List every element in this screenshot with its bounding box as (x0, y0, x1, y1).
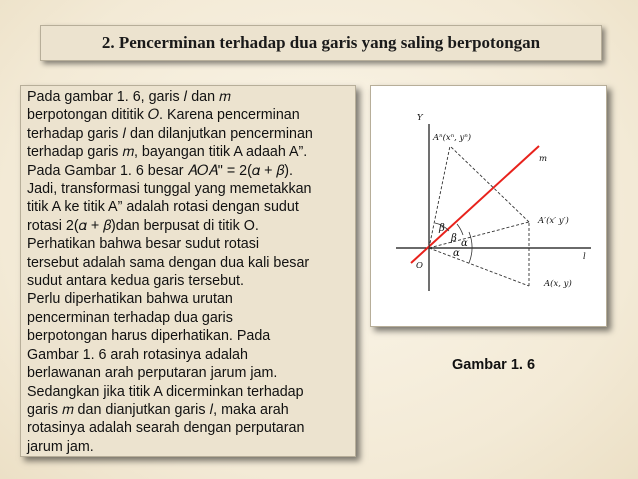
body-line: Perlu diperhatikan bahwa urutan (27, 291, 233, 308)
text-box (20, 85, 356, 457)
body-line: tersebut adalah sama dengan dua kali besar (27, 254, 310, 271)
label-a-prime: 𝐴′(𝑥′ 𝑦′) (538, 216, 569, 226)
label-a-double: 𝐴ⁿ(𝑥ⁿ, 𝑦ⁿ) (433, 133, 472, 143)
label-y: 𝑌 (417, 113, 423, 123)
body-line: berpotongan harus diperhatikan. Pada (27, 328, 271, 345)
body-line: berlawanan arah perputaran jarum jam. (27, 365, 278, 382)
body-line: Sedangkan jika titik A dicerminkan terhadap (27, 383, 304, 400)
title-bar (40, 25, 602, 61)
label-beta-2: β (451, 233, 457, 244)
body-line: Pada Gambar 1. 6 besar 𝐴𝑂𝐴" = 2(𝛼 + 𝛽). (27, 162, 293, 179)
body-line: berpotongan dititik 𝑂. Karena pencerminan (27, 107, 300, 124)
body-line: Gambar 1. 6 arah rotasinya adalah (27, 346, 248, 363)
body-line: rotasinya adalah searah dengan perputaran (27, 420, 305, 437)
body-line: terhadap garis 𝑙 dan dilanjutkan pencerminan (27, 125, 313, 142)
label-a: 𝐴(𝑥, 𝑦) (544, 279, 572, 289)
figure-box (370, 85, 607, 327)
label-o: 𝑂 (416, 261, 423, 271)
reflection-diagram (371, 86, 606, 326)
figure-caption: Gambar 1. 6 (452, 357, 536, 373)
label-m: 𝑚 (539, 154, 548, 164)
line-m (411, 146, 539, 263)
body-line: rotasi 2(𝛼 + 𝛽)dan berpusat di titik O. (27, 217, 259, 234)
segment-oa (429, 248, 529, 286)
body-line: garis 𝑚 dan dianjutkan garis 𝑙, maka arah (27, 401, 289, 418)
body-line: terhadap garis 𝑚, bayangan titik A adaah A”. (27, 144, 308, 161)
body-line: Pada gambar 1. 6, garis 𝑙 dan 𝑚 (27, 89, 231, 105)
label-alpha: α (461, 238, 468, 249)
body-line: sudut antara kedua garis tersebut. (27, 273, 244, 290)
body-line: Perhatikan bahwa besar sudut rotasi (27, 236, 260, 253)
body-line: titik A ke titik A” adalah rotasi dengan sudut (27, 199, 299, 216)
segment-a-prime-a-double (450, 146, 529, 222)
body-line: jarum jam. (27, 438, 94, 455)
label-l: 𝑙 (583, 252, 586, 262)
body-line: pencerminan terhadap dua garis (27, 309, 233, 326)
body-line: Jadi, transformasi tunggal yang memetakkan (27, 181, 312, 198)
label-alpha-2: α (453, 248, 460, 259)
alpha-arc-2 (457, 224, 463, 235)
label-beta: β (439, 223, 445, 234)
slide-title: 2. Pencerminan terhadap dua garis yang saling berpotongan (101, 33, 541, 52)
